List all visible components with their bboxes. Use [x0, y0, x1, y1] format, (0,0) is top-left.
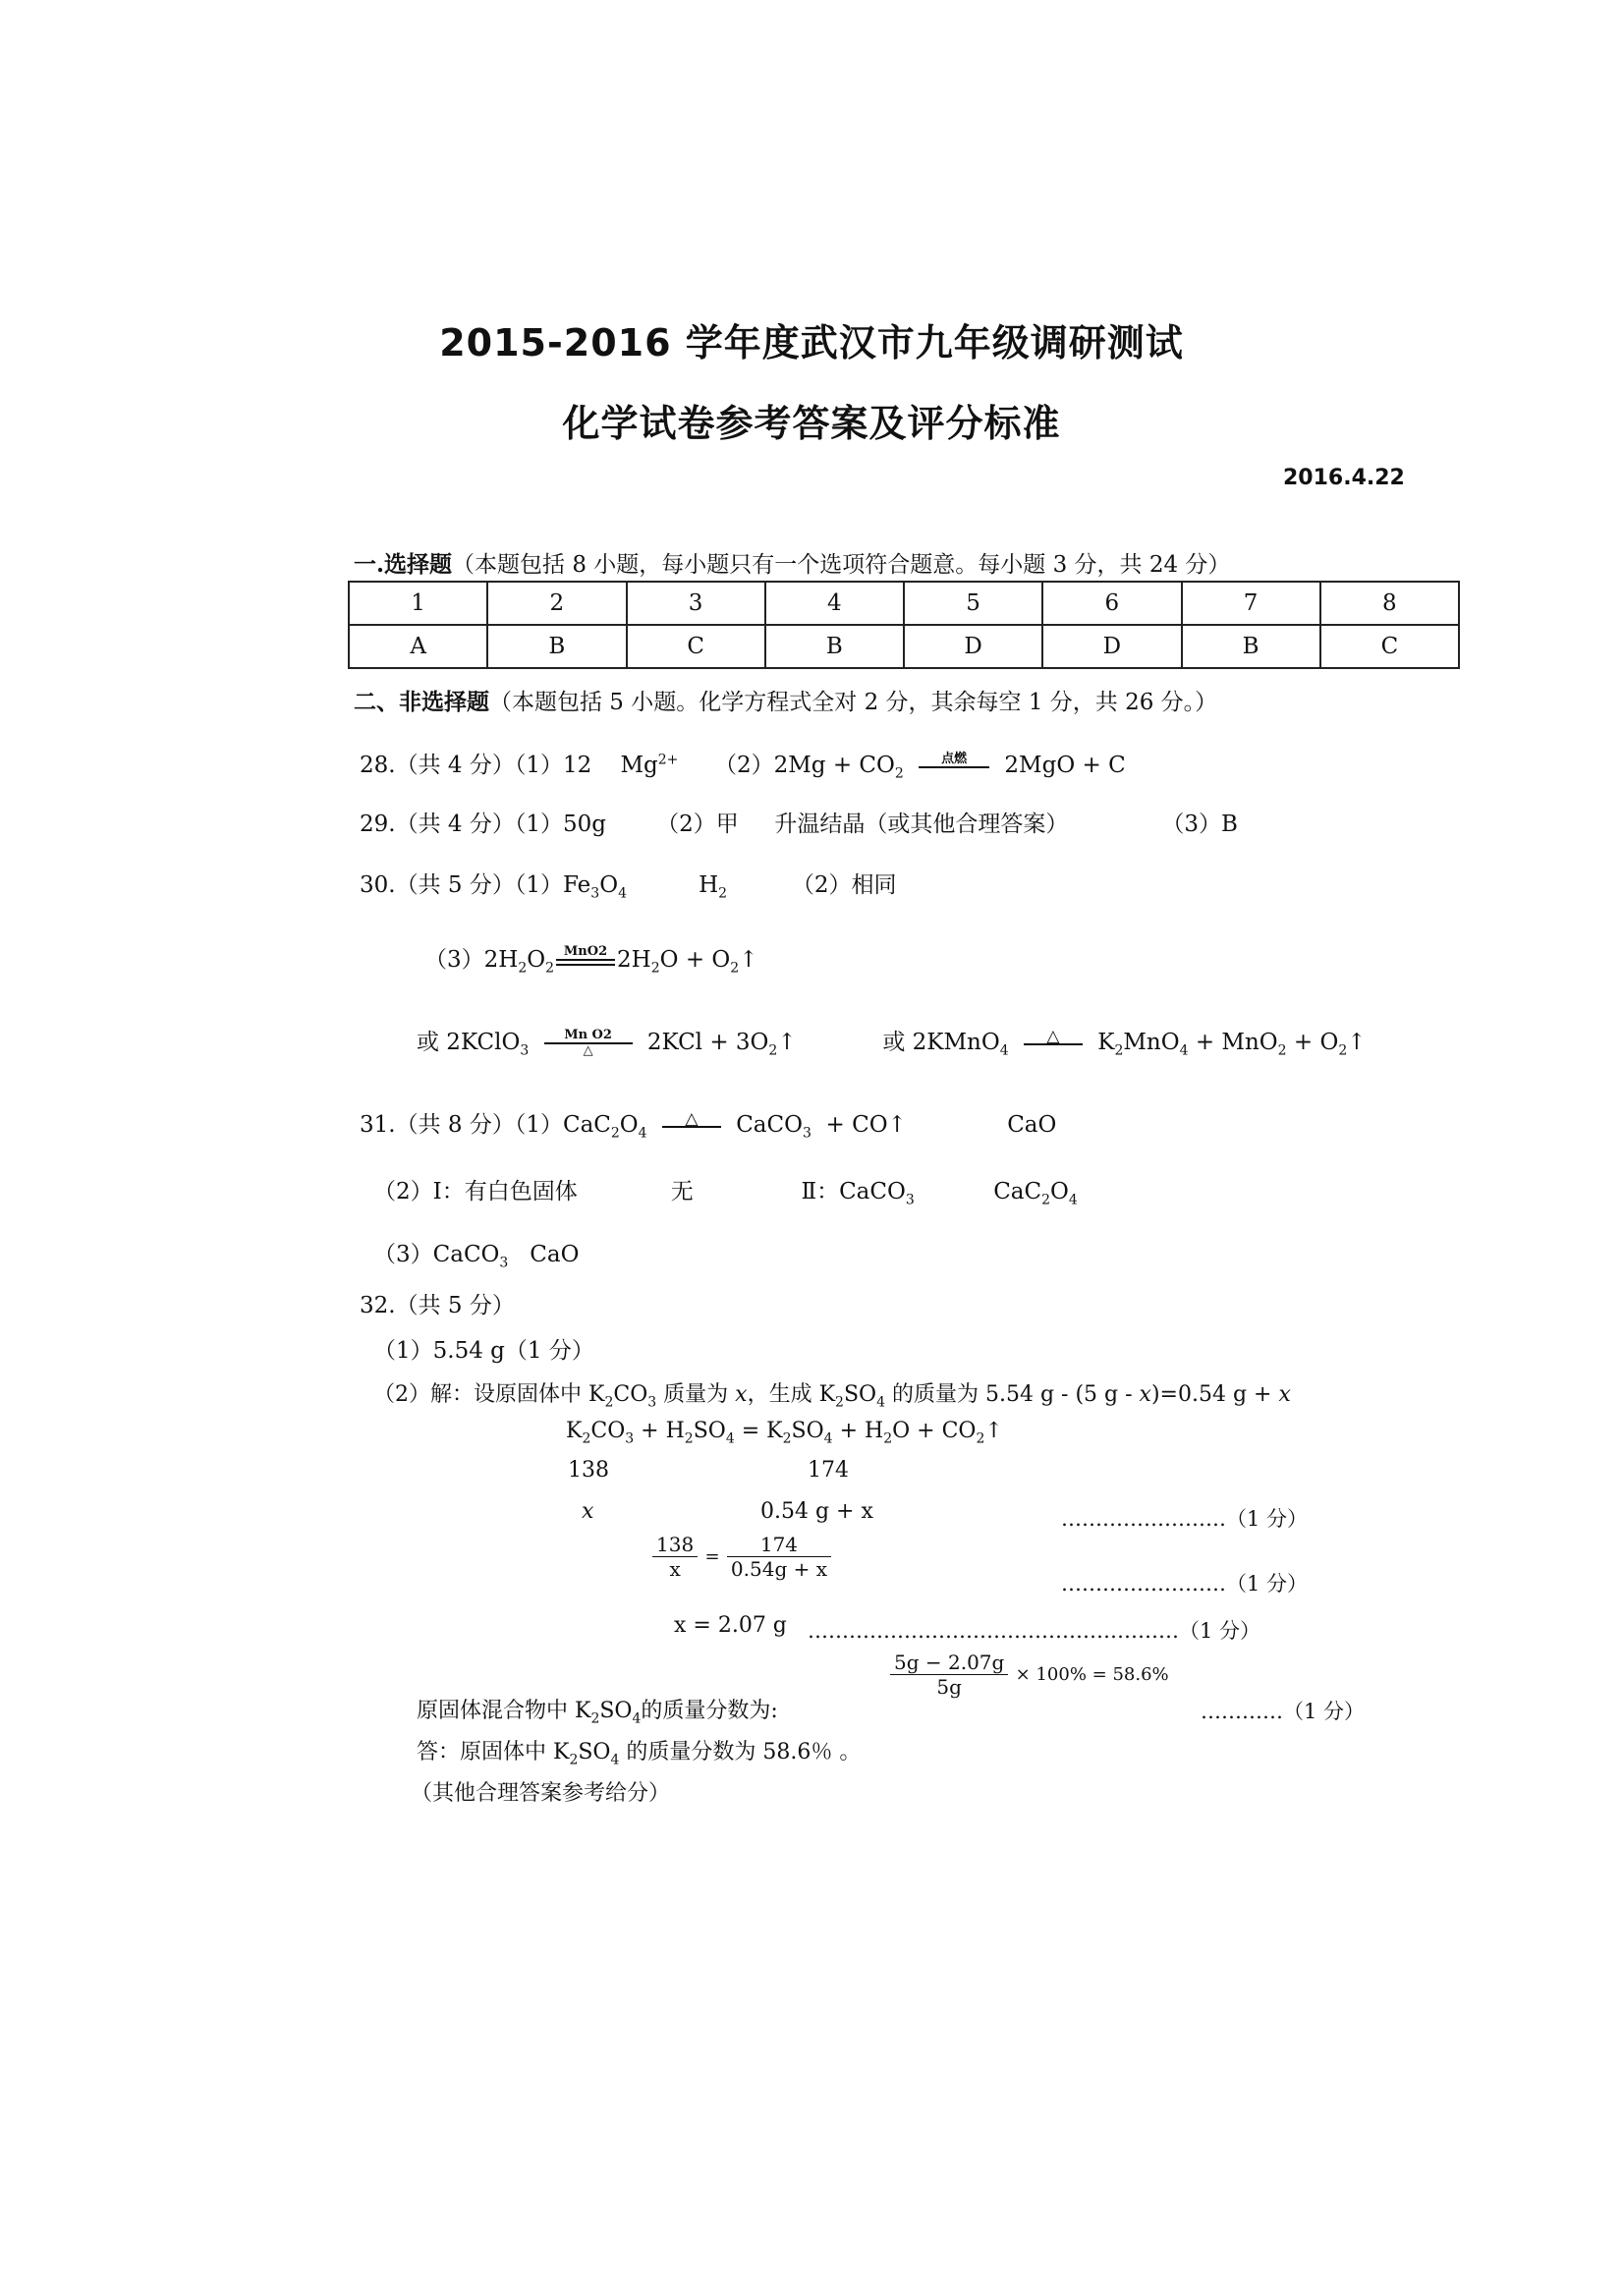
document-date: 2016.4.22: [1283, 466, 1405, 490]
q32-equation: $K_2CO_3 + H_2SO_4 = K_2SO_4 + H_2O$ + $CO_2↑$: [566, 1419, 1003, 1447]
heat-icon: △: [583, 1043, 593, 1058]
q32-eq-b: + H: [641, 1419, 685, 1443]
section2-note: （本题包括 5 小题。化学方程式全对 2 分，其余每空 1 分，共 26 分。）: [489, 690, 1218, 715]
q30-alt1-products: 2KCl + 3O: [646, 1030, 769, 1055]
q32-result: x = 2.07 g: [674, 1613, 787, 1638]
question-29: [360, 806, 1238, 838]
q32-var-x: x: [1278, 1382, 1291, 1407]
table-cell: 3: [627, 582, 765, 625]
table-cell: 5: [904, 582, 1042, 625]
fraction-denominator: 0.54g + x: [730, 1557, 827, 1581]
q28-ion: Mg: [620, 753, 658, 778]
q32-intro-b: 质量为: [663, 1382, 729, 1407]
q32-eq-c: = K: [741, 1419, 783, 1443]
table-cell: A: [349, 625, 487, 668]
q32-dots-3: ………………………………………………（1 分）: [808, 1619, 1261, 1643]
q32-var-x: x: [582, 1499, 594, 1524]
section2-heading: [354, 684, 1217, 716]
table-row-numbers: [349, 582, 1459, 625]
q32-intro-a: （2）解：设原固体中 K: [373, 1382, 605, 1407]
q31-part2-b: 无: [670, 1179, 694, 1204]
q28-ion-charge: 2+: [657, 752, 679, 768]
q32-dots-4: …………（1 分）: [1201, 1700, 1366, 1723]
q30-alt2-products: K: [1097, 1030, 1115, 1055]
q28-equation-reactants: （2）2Mg + CO: [713, 753, 895, 778]
table-cell: D: [1042, 625, 1181, 668]
q31-answer-cao: CaO: [1007, 1112, 1057, 1138]
table-cell: C: [627, 625, 765, 668]
q32-answer-a: 答：原固体中 K: [417, 1740, 570, 1764]
q30-line3-rest: 2H: [617, 947, 651, 973]
q32-mass-174: 174: [808, 1458, 849, 1483]
fraction: [652, 1533, 698, 1581]
reaction-arrow: [662, 1109, 721, 1129]
q32-intro-d: 的质量为 5.54 g - (5 g -: [891, 1382, 1133, 1407]
question-31-part3: （3）CaCO$_3$ CaO: [373, 1242, 580, 1271]
q32-eq-a: K: [566, 1419, 583, 1443]
q31-part2-c: Ⅱ：CaCO: [801, 1179, 906, 1204]
table-cell: 7: [1182, 582, 1320, 625]
q32-var-x: x: [735, 1382, 748, 1407]
q31-product2: + CO↑: [825, 1112, 907, 1138]
q32-answer: 答：原固体中 $K_2SO_4$ 的质量分数为 58.6％ 。: [417, 1740, 862, 1768]
heat-icon: △: [685, 1109, 699, 1129]
question-30-alt: 或 2KClO$_3$ Mn O2 △ $2KCl + 3O_2↑$ 或 2KMnO$_4$ △ $K_2MnO_4 + MnO_2$ + $O_2↑$: [417, 1027, 1367, 1059]
q30-label: 30.（共 5 分）（1）Fe: [360, 872, 591, 898]
heat-icon: △: [1046, 1027, 1060, 1046]
q31-part2-d: CaC: [993, 1179, 1042, 1204]
q32-proportion: $\frac{138}{x}$ = $\frac{174}{0.54g + x}$: [652, 1533, 831, 1581]
q32-percent-calc: [890, 1651, 1169, 1699]
q32-part1: （1）5.54 g（1 分）: [373, 1338, 594, 1364]
q30-part2: （2）相同: [791, 872, 897, 898]
q31-part3-b: CaO: [530, 1242, 580, 1267]
q29-part2: （2）甲: [656, 812, 739, 837]
reaction-arrow: [556, 945, 615, 966]
table-cell: C: [1320, 625, 1459, 668]
question-30-part3: $(3)2H_2O_2$ MnO2 $2H_2O$ + $O_2↑$: [424, 943, 758, 977]
table-cell: D: [904, 625, 1042, 668]
reaction-arrow: [1024, 1027, 1083, 1046]
q30-alt2-prefix: 或 2KMnO: [882, 1030, 1000, 1055]
fraction-numerator: 138: [652, 1533, 698, 1557]
question-32: 32.（共 5 分）: [360, 1293, 515, 1318]
condition-mno2: MnO2: [563, 943, 608, 959]
reaction-arrow: [919, 753, 989, 768]
q31-part2-a: （2）Ⅰ：有白色固体: [373, 1179, 578, 1204]
condition-mno2: Mn O2: [564, 1028, 612, 1042]
q29-label: 29.（共 4 分）（1）50g: [360, 812, 606, 837]
table-cell: 1: [349, 582, 487, 625]
answer-table: [348, 581, 1460, 669]
document-subtitle: 化学试卷参考答案及评分标准: [562, 402, 1061, 445]
fraction-denominator: 5g: [936, 1675, 962, 1699]
q32-answer-b: 的质量分数为 58.6％ 。: [626, 1740, 862, 1764]
q32-var-row-x: [582, 1499, 593, 1524]
q32-pct-label-b: 的质量分数为:: [641, 1699, 778, 1723]
section2-title: 二、非选择题: [354, 689, 489, 715]
question-28: 28.（共 4 分）（1）12 $Mg^{2+}$ $(2)2Mg + CO_2$ 点燃 2MgO + C: [360, 752, 1126, 782]
question-31: 31.（共 8 分）$(1)CaC_2O_4$ △ CaCO$_3$ + CO↑ CaO: [360, 1109, 1057, 1142]
q30-h2: H: [699, 872, 719, 898]
question-30: 30.（共 5 分）$(1)Fe_3O_4$ $H_2$ （2）相同: [360, 872, 897, 902]
q30-line3-prefix: （3）2H: [424, 947, 519, 973]
table-cell: 6: [1042, 582, 1181, 625]
q32-eq-d: + H: [839, 1419, 884, 1443]
q32-dots-1: ……………………（1 分）: [1061, 1507, 1309, 1531]
q28-label: 28.（共 4 分）（1）12: [360, 753, 592, 778]
section1-heading: [354, 546, 1230, 579]
condition-ignite: 点燃: [941, 752, 968, 766]
q31-part3-a: （3）CaCO: [373, 1242, 500, 1267]
q32-var-x: x: [1139, 1382, 1151, 1407]
table-cell: B: [487, 625, 626, 668]
table-cell: 2: [487, 582, 626, 625]
q32-var-row-y: 0.54 g + x: [760, 1499, 873, 1524]
fraction: [727, 1533, 831, 1581]
table-cell: 4: [765, 582, 904, 625]
q32-intro-e: )=0.54 g +: [1150, 1382, 1272, 1407]
document-title: 2015-2016 学年度武汉市九年级调研测试: [439, 321, 1184, 364]
fraction: [890, 1651, 1008, 1699]
q32-other-note: （其他合理答案参考给分）: [411, 1781, 671, 1806]
reaction-arrow: [544, 1029, 633, 1058]
q32-part2-intro: （2）解：设原固体中 $K_2CO_3$ 质量为 x，生成 $K_2SO_4$ 的质量为 5.54 g - (5 g - x)=0.54 g + x: [373, 1382, 1291, 1411]
fraction-numerator: 174: [727, 1533, 831, 1557]
table-cell: B: [765, 625, 904, 668]
q30-alt1-prefix: 或 2KClO: [417, 1030, 521, 1055]
q32-percent-result: × 100% = 58.6%: [1015, 1664, 1169, 1685]
q31-label: 31.（共 8 分）（1）CaC: [360, 1112, 611, 1138]
q31-product: CaCO: [736, 1112, 803, 1138]
q32-percent-label: 原固体混合物中 $K_2SO_4$的质量分数为:: [417, 1699, 778, 1727]
q29-part2b: 升温结晶（或其他合理答案）: [774, 812, 1069, 837]
question-31-part2: （2）Ⅰ：有白色固体 无 Ⅱ：CaCO$_3$ $CaC_2O_4$: [373, 1179, 1078, 1208]
table-cell: B: [1182, 625, 1320, 668]
table-row-answers: [349, 625, 1459, 668]
q32-dots-2: ……………………（1 分）: [1061, 1572, 1309, 1596]
q28-equation-products: 2MgO + C: [1004, 753, 1126, 778]
q32-eq-e: O + CO: [892, 1419, 977, 1443]
q32-mass-138: 138: [568, 1458, 609, 1483]
q29-part3: （3）B: [1161, 812, 1238, 837]
q32-intro-c: ，生成 K: [747, 1382, 836, 1407]
q32-pct-label-a: 原固体混合物中 K: [417, 1699, 591, 1723]
table-cell: 8: [1320, 582, 1459, 625]
fraction-denominator: x: [669, 1557, 681, 1581]
section1-note: （本题包括 8 小题，每小题只有一个选项符合题意。每小题 3 分，共 24 分）: [452, 552, 1231, 578]
fraction-numerator: 5g − 2.07g: [890, 1651, 1008, 1675]
section1-title: 一.选择题: [354, 551, 453, 578]
